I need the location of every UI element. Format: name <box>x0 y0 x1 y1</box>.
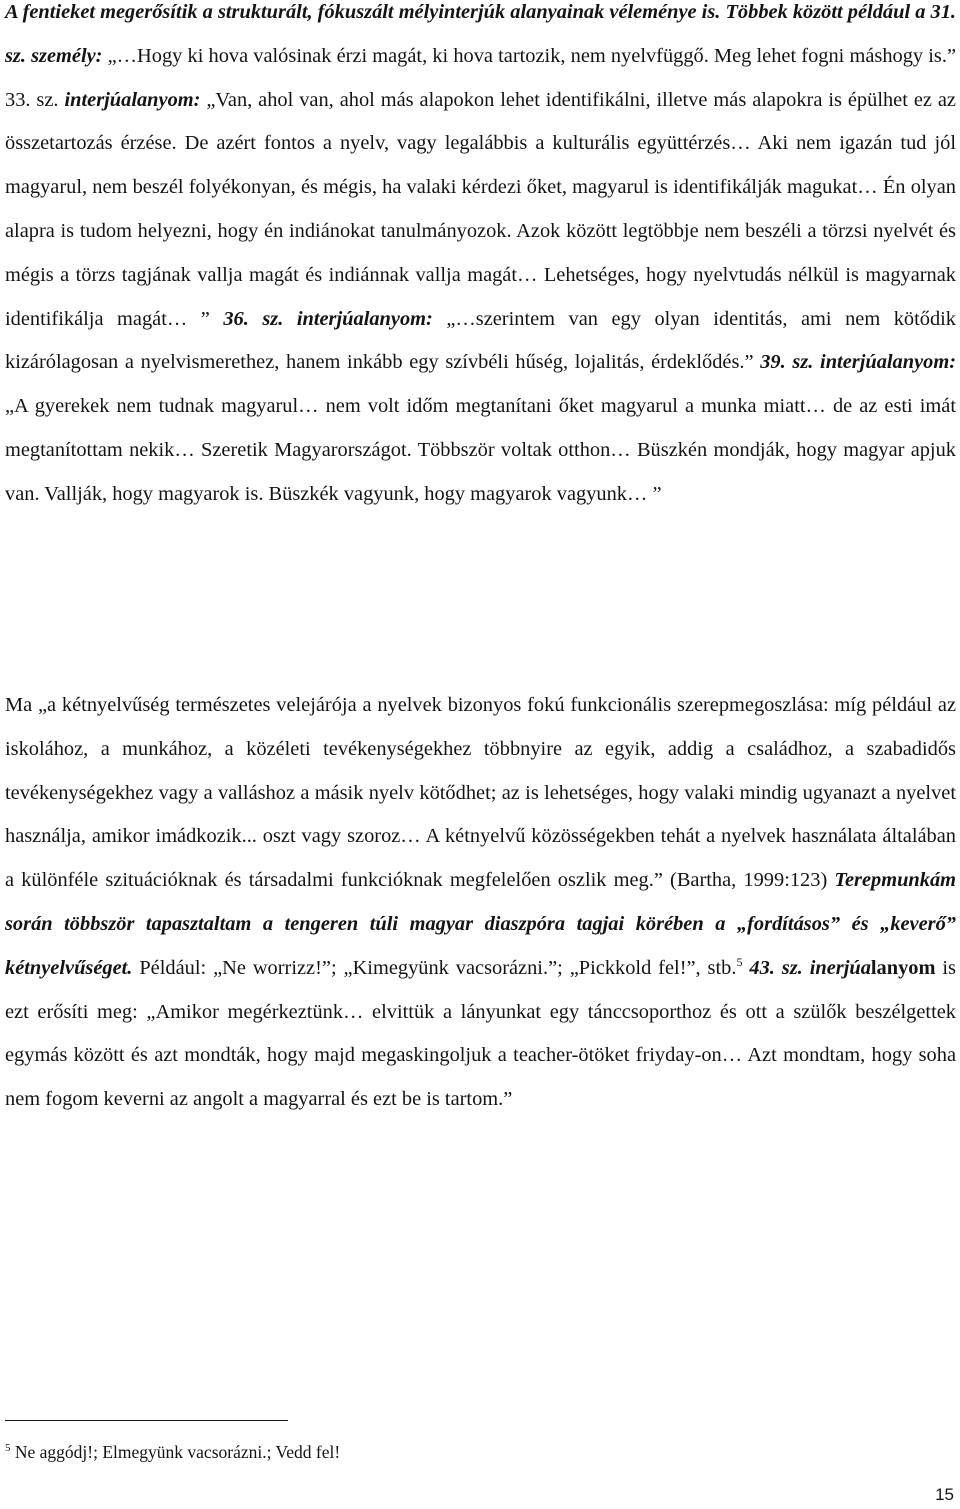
text-run: is ezt erősíti meg: „Amikor megérkeztünk… elvittük a lányunkat egy tánccsoporthoz és ott a szülők beszélgettek egymás között és azt mondták, hogy majd megaskingoljuk a teacher-ötöket friyday-on… Azt mondtam, hogy soha nem fogom keverni az angolt a magyarral és ezt be is tartom.” <box>5 956 956 1111</box>
footnote <box>5 1440 340 1464</box>
footnote-mark: 5 <box>5 1442 11 1455</box>
text-run: „…Hogy ki hova valósinak érzi magát, ki hova tartozik, nem nyelvfüggő. Meg lehet fogni máshogy is.” 33. sz. <box>5 44 956 111</box>
page-number: 15 <box>935 1485 954 1504</box>
text-run: Ma „a kétnyelvűség természetes velejárója a nyelvek bizonyos fokú funkcionális szerepmegoszlása: míg például az iskolához, a munkához, a közéleti tevékenységekhez többnyire az egyik, addig a családhoz, a szabadidős tevékenységekhez vagy a valláshoz a másik nyelv kötődhet; az is lehetséges, hogy valaki mindig ugyanazt a nyelvet használja, amikor imádkozik... oszt vagy szoroz… A kétnyelvű közösségekben tehát a nyelvek használata általában a különféle szituációknak és társadalmi funkcióknak megfelelően oszlik meg.” (Bartha, 1999:123) <box>5 694 956 892</box>
paragraph-interview-quotes <box>5 0 956 517</box>
text-run: 43. sz. inerjúa <box>749 956 871 979</box>
footnote-reference: 5 <box>736 954 743 969</box>
text-run: „…szerintem van egy olyan identitás, ami nem kötődik kizárólagosan a nyelvismerethez, hanem inkább egy szívbéli hűség, lojalitás, érdeklődés.” <box>5 307 957 374</box>
footnote-separator <box>5 1420 288 1421</box>
footnote-text: Ne aggódj!; Elmegyünk vacsorázni.; Vedd fel! <box>10 1442 341 1462</box>
paragraph-bilingualism <box>5 684 956 1122</box>
text-run: lanyom <box>870 956 936 979</box>
text-run: 36. sz. interjúalanyom: <box>223 307 433 330</box>
text-run: A fentieket megerősítik a strukturált, fókuszált mélyinterjúk alanyainak véleménye is. Többek között például a 31. sz. személy: <box>5 1 956 67</box>
text-run: Például: „Ne worrizz!”; „Kimegyünk vacsorázni.”; „Pickkold fel!”, stb. <box>132 956 737 979</box>
text-run: „A gyerekek nem tudnak magyarul… nem volt időm megtanítani őket magyarul a munka miatt… de az esti imát megtanítottam nekik… Szeretik Magyarországot. Többször voltak otthon… Büszkén mondják, hogy magyar apjuk van. Vallják, hogy magyarok is. Büszkék vagyunk, hogy magyarok vagyunk… ” <box>5 395 956 505</box>
text-run: Terepmunkám során többször tapasztaltam a tengeren túli magyar diaszpóra tagjai körében a „fordításos” és „keverő” kétnyelvűséget. <box>5 869 956 979</box>
text-run: interjúalanyom: <box>64 88 201 111</box>
text-run: 39. sz. interjúalanyom: <box>760 351 956 374</box>
text-run: „Van, ahol van, ahol más alapokon lehet identifikálni, illetve más alapokra is épülhet ez az összetartozás érzése. De azért fontos a nyelv, vagy legalábbis a kulturális együttérzés… Aki nem igazán tud jól magyarul, nem beszél folyékonyan, és mégis, ha valaki kérdezi őket, magyarul is identifikálják magukat… Én olyan alapra is tudom helyezni, hogy én indiánokat tanulmányozok. Azok között legtöbbje nem beszéli a törzsi nyelvét és mégis a törzs tagjának vallja magát és indiánnak vallja magát… Lehetséges, hogy nyelvtudás nélkül is magyarnak identifikálja magát… ” <box>5 88 956 330</box>
